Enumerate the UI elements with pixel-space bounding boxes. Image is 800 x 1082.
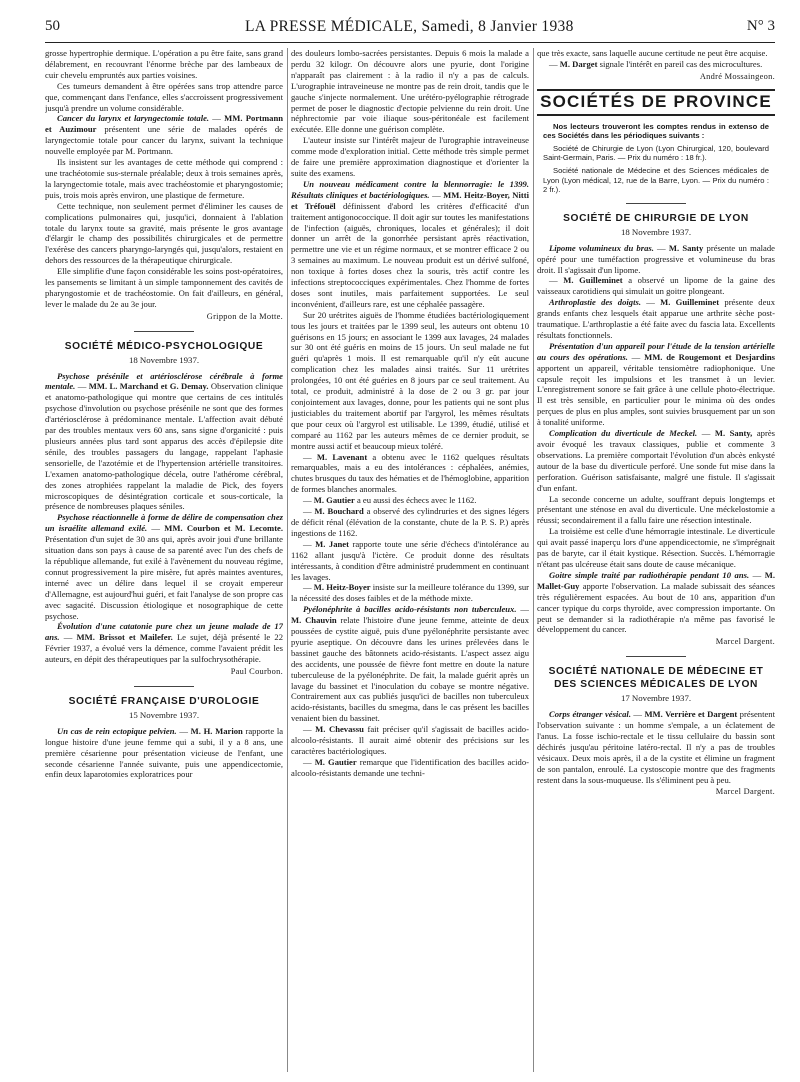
discussion-author: M. Heitz-Boyer	[313, 582, 371, 593]
article: Pyélonéphrite à bacilles acido-résistants non tuberculeux. — M. Chauvin relate l'histoire d'une jeune femme, atteinte de deux poussées de cystite aiguë, puis d'une pyélonéphrite persistante avec pyurie aseptique. On découvre dans les urines prélevées dans le bassinet gauche des bâtonnets acido-résistants. L'aspect assez aigu des accidents, une poussée de fièvre font mettre en doute la nature tuberculeuse de la pyélonéphrite. De fait, la malade guérit après un lavage du bassinet et l'inoculation du cobaye se montre négative. Contrairement aux cas publiés jusqu'ici de bacilles non tuberculeux acido-résistants, bacilles du smegma, dans le cas présent les bacilles venaient bien du bassinet.	[291, 604, 529, 724]
discussion-author: M. Gautier	[313, 495, 355, 506]
discussion-text: signale l'intérêt en pareil cas des microcultures.	[599, 58, 763, 69]
discussion: — M. Lavenant a obtenu avec le 1162 quelques résultats remarquables, mais a eu des intolérances : céphalées, anémies, chutes brusques du taux des hématies et de l'hémoglobine, apparition de formes blanches anormales.	[291, 451, 529, 495]
paragraph: Sur 20 urétrites aiguës de l'homme étudiées bactériologiquement tous les jours et traitées par le 1399 seul, les auteurs ont obtenu 10 guérisons en 15 jours; en associant le 1399 aux lavages, 24 malades sur 30 ont été guéris en moins de 15 jours. Un seul malade ne fut guéri qu'après 1 mois. Il est remarquable qu'il n'y eût aucune complication chez les malades ainsi traités. Sur 11 urétrites prolongées, 10 ont été guéries en 8 jours par ce seul traitement. Au total, ce produit, administré à la dose de 2 ou 3 gr. par jour conjointement aux lavages, donne, pour les patients qui ne sont plus justiciables du traitement abortif par l'argyrol, les mêmes résultats que pour ceux où l'argyrol est utilisable. Le 1399, étudié, utilisé et comparé au 1162 par les auteurs mêmes de ce dernier produit, se montre aussi actif et beaucoup mieux toléré.	[291, 309, 529, 451]
article-authors: MM. L. Marchand et G. Demay.	[88, 381, 209, 392]
discussion-text: a observé des cylindruries et des signes légers de déficit rénal (élévation de la constante, chute de la P. S. P.) après ingestions de 1162.	[291, 506, 529, 538]
section-date: 18 Novembre 1937.	[128, 354, 200, 365]
article: Un cas de rein ectopique pelvien. — M. H. Marion rapporte la longue histoire d'une jeune femme qui a subi, il y a 8 ans, une première césarienne pour présentation vicieuse de l'enfant, une seconde césarienne l'année suivante, puis une appendicectomie, enfin deux laparotomies exploratrices pour	[45, 725, 283, 780]
paragraph: Ces tumeurs demandent à être opérées sans trop attendre parce que, commençant dans l'enfance, elles s'accroissent progressivement jusqu'à prendre un volume considérable.	[45, 80, 283, 113]
notice-intro: Nos lecteurs trouveront les comptes rendus in extenso de ces Sociétés dans les périodiques suivants :	[543, 121, 769, 141]
article-text: Observation clinique et anatomo-pathologique qui montre que certains de ces intitulés psychose d'involution ou psychose présénile ne sont que des formes d'artériosclérose à prédominance mentale. L'affection avait débuté par des troubles mentaux vers 60 ans, sans signe d'organicité : puis plusieurs années plus tard sont apparus des accès d'épilepsie dite sénile, des troubles passagers du langage, rappelant l'aphasie sensorielle, de l'azotémie et de l'hypertension artérielle transitoires. L'examen anatomo-pathologique décela, outre l'athérome cérébral, des zones atrophiées rappelant la maladie de Pick, des foyers microscopiques de désintégration corticale et sous-corticale, la présence de nombreuses plaques séniles.	[45, 381, 283, 512]
article-text: apporte l'observation. La malade subissait des séances très régulièrement espacées. Au bout de 10 ans, apparition d'un cancer typique du corps thyroïde, avec compression importante. On peut se demander si la radiothérapie n'a même pas favorisé le développement du cancer.	[537, 580, 775, 635]
discussion: — M. Heitz-Boyer insiste sur la meilleure tolérance du 1399, sur la nécessité des doses faibles et de la méthode mixte.	[291, 582, 529, 604]
paragraph: La troisième est celle d'une hémorragie intestinale. Le diverticule qui avait passé inaperçu lors d'une appendicectomie, ne s'imprégnait pas de baryte, car il était kystique. Résection. Succès. L'hémorragie n'étant pas ulcéreuse était sans doute de cause mécanique.	[537, 526, 775, 569]
article-text: Présentation d'un sujet de 30 ans qui, après avoir joui d'une brillante situation dans son pays à cause de sa parenté avec l'un des chefs de la république allemande, fut exilé à l'avènement du nouveau régime, connut progressivement la pire misère, fut après maintes aventures, interné avec un délire dans lequel il se croyait empereur d'Allemagne, est aujourd'hui guéri, et fait l'analyse de son propre cas avec sagacité. Discussion étiologique et nosographique de cette psychose.	[45, 534, 283, 621]
section-title: SOCIÉTÉ MÉDICO-PSYCHOLOGIQUE	[64, 340, 264, 352]
article-heading: Cancer du larynx et laryngectomie totale.	[57, 113, 210, 124]
article: Goitre simple traité par radiothérapie pendant 10 ans. — M. Mallet-Guy apporte l'observation. La malade subissait des séances très régulièrement espacées. Au bout de 10 ans, apparition d'un cancer typique du corps thyroïde, avec compression importante. On peut se demander si la radiothérapie n'a même pas favorisé le développement du cancer.	[537, 569, 775, 635]
article: Corps étranger vésical. — MM. Verrière et Dargent présentent l'observation suivante : un homme s'empale, a un éclatement de l'anus. La fosse ischio-rectale et le tissu cellulaire du bassin sont déchirés jusqu'au péritoine latéro-rectal. Il n'y a pas de troubles vésicaux. Deux mois après, il a de la cystite et élimine un fragment de son pantalon, enroulé. La cystoscopie montre que des fragments restent dans la sous-muqueuse. Ils s'éliminent peu à peu.	[537, 709, 775, 785]
discussion-author: M. Bouchard	[314, 506, 364, 517]
paragraph: Cette technique, non seulement permet d'éliminer les causes de complications pulmonaires qui, jusqu'ici, donnaient à l'ablation totale du larynx toute sa gravité, mais présente le gros avantage d'élargir le champ des possibilités chirurgicales et de permettre l'exérèse des cancers pharyngo-laryngés qui, jusqu'alors, restaient en dehors des ressources de la thérapeutique chirurgicale.	[45, 200, 283, 266]
discussion-author: M. Lavenant	[316, 451, 368, 462]
paragraph: Ils insistent sur les avantages de cette méthode qui comprend : une trachéotomie sus-sternale préalable; deux à trois semaines après, la laryngectomie totale, mais avec trachéostomie et pharyngostomie; puis, trois mois après environ, une plastique de fermeture.	[45, 157, 283, 200]
page-header	[45, 18, 775, 43]
article-heading: Pyélonéphrite à bacilles acido-résistants non tuberculeux.	[303, 604, 517, 615]
paragraph: La seconde concerne un adulte, souffrant depuis longtemps et présentant une sténose en aval du diverticule. Une méckelostomie a réussi; secondairement il a fallu faire une résection intestinale.	[537, 493, 775, 526]
separator	[626, 656, 686, 657]
article-heading: Arthroplastie des doigts.	[549, 297, 641, 308]
separator	[626, 203, 686, 204]
section-date: 17 Novembre 1937.	[620, 693, 692, 704]
discussion-author: M. Darget	[559, 58, 598, 69]
discussion-author: M. Chevassu	[315, 724, 364, 735]
section-banner	[537, 89, 775, 116]
discussion: — M. Chevassu fait préciser qu'il s'agissait de bacilles acido-alcoolo-résistants. Il aurait aimé obtenir des précisions sur les caractères bactériologiques.	[291, 724, 529, 756]
article-heading: Corps étranger vésical.	[549, 709, 631, 720]
article: Un nouveau médicament contre la blennorragie: le 1399. Résultats cliniques et bactériologiques. — MM. Heitz-Boyer, Nitti et Tréfouël définissent d'abord les critères d'efficacité d'un traitement antigonococcique. Il doit agir sur toutes les manifestations de l'infection (aiguës, chroniques, locales et générales); il doit donner un arrêt de la gonorrhée persistant après réactivation, permettre une vie et un régime normaux, et se montrer efficace 2 ou 3 semaines au maximum. Le nouveau produit est un dérivé sulfoné, non toxique à fortes doses chez la souris, très actif contre les infections streptococciques expérimentales. Chez l'homme de fortes doses sont inutiles, mais parfaitement supportées. Le seul inconvénient, d'ailleurs rare, est une céphalée passagère.	[291, 178, 529, 309]
paragraph: Elle simplifie d'une façon considérable les soins post-opératoires, les pansements se limitant à un simple tamponnement des cavités de pharyngostomie et de trachéostomie. On fait d'ailleurs, en général, lever le malade du 2e au 3e jour.	[45, 266, 283, 309]
discussion: — M. Gautier remarque que l'identification des bacilles acido-alcoolo-résistants demande une techni-	[291, 756, 529, 778]
column-1	[45, 48, 283, 1074]
article: Évolution d'une catatonie pure chez un jeune malade de 17 ans. — MM. Brissot et Mailefer. Le sujet, déjà présenté le 22 Février 1937, a évolué vers la démence, comme l'avaient prédit les auteurs, en dépit des thérapeutiques par la sulfochrysothérapie.	[45, 621, 283, 665]
section-title: SOCIÉTÉ DE CHIRURGIE DE LYON	[563, 212, 749, 224]
discussion-text: fait préciser qu'il s'agissait de bacilles acido-alcoolo-résistants. Il aurait aimé obtenir des précisions sur les caractères bactériologiques.	[291, 724, 529, 756]
article-authors: MM. Portmann et Auzimour	[45, 113, 283, 135]
discussion: — M. Darget signale l'intérêt en pareil cas des microcultures.	[549, 58, 763, 69]
signature: André Mossaingeon.	[699, 71, 775, 81]
discussion-author: M. Gautier	[314, 756, 357, 767]
article: Présentation d'un appareil pour l'étude de la tension artérielle au cours des opérations. — MM. de Rougemont et Desjardins apportent un appareil, véritable tensiomètre radiophonique. Une capsule reçoit les impulsions et les transmet à un levier. L'enregistrement sonore se fait grâce à une cellule photo-électrique. Il est très sensible, en particulier pour le minima où des ondes perçues de plus en plus amples, sont suivies brusquement par un son à tonalité uniforme.	[537, 340, 775, 428]
periodicals-notice	[543, 122, 769, 195]
column-3	[537, 48, 775, 1074]
article-authors: M. Chauvin	[291, 615, 337, 626]
article-text: relate l'histoire d'une jeune femme, atteinte de deux poussées de cystite aiguë, puis d'une pyélonéphrite persistante avec pyurie aseptique. On découvre dans les urines prélevées dans le bassinet gauche des bâtonnets acido-résistants. L'aspect assez aigu des accidents, une poussée de fièvre font mettre en doute la nature tuberculeuse de la pyélonéphrite. De fait, la malade guérit après un lavage du bassinet et l'inoculation du cobaye se montre négative. Contrairement aux cas publiés jusqu'ici de bacilles non tuberculeux acido-résistants, bacilles du smegma, dans le cas présent les bacilles venaient bien du bassinet.	[291, 615, 529, 724]
paragraph: grosse hypertrophie dermique. L'opération a pu être faite, sans grand délabrement, en recouvrant l'énorme brèche par des lambeaux de cuir chevelu empruntés aux parties voisines.	[45, 48, 283, 80]
discussion-author: M. Janet	[315, 538, 349, 549]
column-rule	[287, 48, 288, 1072]
article-heading: Présentation d'un appareil pour l'étude de la tension artérielle au cours des opérations.	[537, 340, 775, 362]
discussion-author: M. Guilleminet	[563, 275, 623, 286]
discussion-text: remarque que l'identification des bacilles acido-alcoolo-résistants demande une techni-	[291, 756, 529, 778]
signature: Marcel Dargent.	[715, 787, 775, 797]
article-authors: MM. Brissot et Mailefer.	[76, 632, 173, 643]
article-heading: Un cas de rein ectopique pelvien.	[57, 725, 177, 736]
section-date: 18 Novembre 1937.	[620, 226, 692, 237]
article-authors: MM. Heitz-Boyer, Nitti et Tréfouël	[291, 189, 529, 211]
paragraph: que très exacte, sans laquelle aucune certitude ne peut être acquise.	[537, 48, 768, 58]
notice-reference: Société de Chirurgie de Lyon (Lyon Chirurgical, 120, boulevard Saint-Germain, Paris. — Prix du numéro : 18 fr.).	[543, 143, 769, 163]
article: Psychose présénile et artériosclérose cérébrale à forme mentale. — MM. L. Marchand et G. Demay. Observation clinique et anatomo-pathologique qui montre que certains de ces intitulés psychose d'involution ou psychose présénile ne sont que des formes d'artériosclérose à prédominance mentale. L'affection avait débuté par des troubles mentaux vers 60 ans, sans signe d'organicité : puis plusieurs années plus tard sont apparus des accès d'épilepsie dite sénile, des troubles passagers du langage, rappelant l'aphasie sensorielle, de l'azotémie et de l'hypertension artérielle transitoires. L'examen anatomo-pathologique décela, outre l'athérome cérébral, des zones atrophiées rappelant la maladie de Pick, des foyers microscopiques de désintégration corticale et sous-corticale, la présence de nombreuses plaques séniles.	[45, 370, 283, 512]
article-heading: Goitre simple traité par radiothérapie pendant 10 ans.	[549, 569, 750, 580]
article-authors: M. Santy	[668, 242, 704, 253]
article-text: Le sujet, déjà présenté le 22 Février 1937, a évolué vers la démence, comme l'avaient prédit les auteurs, en dépit des thérapeutiques par la sulfochrysothérapie.	[45, 632, 283, 665]
separator	[134, 331, 194, 332]
section-date: 15 Novembre 1937.	[128, 709, 200, 720]
journal-title: LA PRESSE MÉDICALE, Samedi, 8 Janvier 1938	[245, 18, 574, 35]
discussion: — M. Bouchard a observé des cylindruries et des signes légers de déficit rénal (élévation de la constante, chute de la P. S. P.) après ingestions de 1162.	[291, 506, 529, 538]
paragraph: L'auteur insiste sur l'intérêt majeur de l'urographie intraveineuse comme mode d'exploration initial. Cette méthode très simple permet de faire une première approximation diagnostique et d'orienter la suite des examens.	[291, 135, 529, 178]
article-text: présente deux grands enfants chez lesquels était apparue une arthrite sèche post-traumatique. L'arthroplastie a été faite avec du fascia lata. Excellents résultats fonctionnels.	[537, 297, 775, 340]
article-text: après avoir évoqué les travaux classiques, publie et commente 3 observations. La première comportait l'évolution d'un abcès enkysté autour de la base du diverticule perforé. Une sonde fut mise dans la perforation. Guérison satisfaisante, malgré une fistule. Il s'agissait d'un enfant.	[537, 428, 775, 493]
article: Arthroplastie des doigts. — M. Guilleminet présente deux grands enfants chez lesquels était apparue une arthrite sèche post-traumatique. L'arthroplastie a été faite avec du fascia lata. Excellents résultats fonctionnels.	[537, 297, 775, 340]
article-text: présentent une série de malades opérés de laryngectomie totale pour cancer du larynx, suivant la technique nouvelle employée par M. Portmann.	[45, 124, 283, 157]
article: Psychose réactionnelle à forme de délire de compensation chez un israélite allemand exilé. — MM. Courbon et M. Lecomte. Présentation d'un sujet de 30 ans qui, après avoir joui d'une brillante situation dans son pays à cause de sa parenté avec l'un des chefs de la république allemande, fut exilé à l'avènement du nouveau régime, connut progressivement la pire misère, fut après maintes aventures, interné avec un délire dans lequel il se croyait empereur d'Allemagne, est aujourd'hui guéri, et fait l'analyse de son propre cas avec sagacité. Discussion étiologique et nosographique de cette psychose.	[45, 512, 283, 621]
article-text: rapporte la longue histoire d'une jeune femme qui a subi, il y a 8 ans, une première césarienne pour présentation vicieuse de l'enfant, une seconde césarienne l'année suivante, puis une appendicectomie, enfin deux laparotomies exploratrices pour	[45, 725, 283, 780]
signature: Marcel Dargent.	[715, 637, 775, 647]
article-authors: M. Guilleminet	[660, 297, 720, 308]
column-rule	[533, 48, 534, 1072]
discussion-text: rapporte toute une série d'échecs d'intolérance au 1162 allant jusqu'à l'ictère. Ce produit donne des résultats intéressants, à condition d'être administré prudemment en continuant les lavages.	[291, 538, 529, 582]
notice-reference: Société nationale de Médecine et des Sciences médicales de Lyon (Lyon médical, 12, rue de la Barre, Lyon. — Prix du numéro : 2 fr.).	[543, 166, 769, 195]
article-heading: Complication du diverticule de Meckel.	[549, 428, 698, 439]
article-authors: M. H. Marion	[190, 725, 243, 736]
issue-number: N° 3	[746, 18, 775, 34]
article-heading: Évolution d'une catatonie pure chez un jeune malade de 17 ans.	[45, 621, 283, 643]
signature: Grippon de la Motte.	[206, 311, 283, 321]
article-authors: M. Santy,	[714, 428, 753, 439]
section-title: SOCIÉTÉ FRANÇAISE D'UROLOGIE	[68, 695, 260, 707]
signature: Paul Courbon.	[230, 667, 283, 677]
article-heading: Un nouveau médicament contre la blennorragie: le 1399. Résultats cliniques et bactériologiques.	[291, 178, 529, 200]
article-authors: MM. Courbon et M. Lecomte.	[164, 523, 283, 534]
article-heading: Psychose réactionnelle à forme de délire de compensation chez un israélite allemand exilé.	[45, 512, 283, 534]
discussion-text: a eu aussi des échecs avec le 1162.	[356, 495, 477, 506]
article-text: présentent l'observation suivante : un homme s'empale, a un éclatement de l'anus. La fosse ischio-rectale et le tissu cellulaire du bassin sont déchirés jusqu'au péritoine latéro-rectal. Il n'y a pas de troubles vésicaux. Deux mois après, il a de la cystite et élimine un fragment de son pantalon, enroulé. La cystoscopie montre que des fragments restent dans la sous-muqueuse. Ils s'éliminent peu à peu.	[537, 709, 775, 785]
discussion-text: a observé un lipome de la gaine des vaisseaux carotidiens qui simulait un goitre plongeant.	[537, 275, 775, 297]
discussion-text: a obtenu avec le 1162 quelques résultats remarquables, mais a eu des intolérances : céphalées, anémies, chutes brusques du taux des hématies et de l'hémoglobine, apparition de formes blanches anormales.	[291, 451, 529, 495]
article-text: apportent un appareil, véritable tensiomètre radiophonique. Une capsule reçoit les impulsions et les transmet à un levier. L'enregistrement sonore se fait grâce à une cellule photo-électrique. Il est très sensible, en particulier pour le minima où des ondes perçues de plus en plus amples, sont suivies brusquement par un son à tonalité uniforme.	[537, 362, 775, 428]
section-banner-title: SOCIÉTÉS DE PROVINCE	[540, 91, 772, 111]
discussion: — M. Gautier a eu aussi des échecs avec le 1162.	[303, 495, 477, 506]
article-authors: MM. de Rougemont et Desjardins	[644, 351, 775, 362]
section-title: SOCIÉTÉ NATIONALE DE MÉDECINE ET DES SCIENCES MÉDICALES DE LYON	[548, 666, 764, 691]
column-2	[291, 48, 529, 1074]
discussion: — M. Guilleminet a observé un lipome de la gaine des vaisseaux carotidiens qui simulait un goitre plongeant.	[537, 275, 775, 297]
article-larynx: Cancer du larynx et laryngectomie totale. — MM. Portmann et Auzimour présentent une série de malades opérés de laryngectomie totale pour cancer du larynx, suivant la technique nouvelle employée par M. Portmann.	[45, 113, 283, 157]
article-heading: Lipome volumineux du bras.	[549, 242, 654, 253]
paragraph: des douleurs lombo-sacrées persistantes. Depuis 6 mois la malade a perdu 32 kilogr. On découvre alors une pyurie, dont l'origine n'apparaît pas clairement : à la radio il n'y a pas de calculs. L'urographie intraveineuse ne montre pas de rein droit, tandis que le gauche s'injecte normalement. Une urétéro-pyélographie rétrograde permet de poser le diagnostic d'ectopie pelvienne du rein droit. Une néphrectomie par voie iliaque sous-péritonéale est facilement exécutée. Elle donne une guérison complète.	[291, 48, 529, 135]
discussion-text: insiste sur la meilleure tolérance du 1399, sur la nécessité des doses faibles et de la méthode mixte.	[291, 582, 529, 604]
separator	[134, 686, 194, 687]
article-authors: M. Mallet-Guy	[537, 569, 775, 591]
discussion: — M. Janet rapporte toute une série d'échecs d'intolérance au 1162 allant jusqu'à l'ictère. Ce produit donne des résultats intéressants, à condition d'être administré prudemment en continuant les lavages.	[291, 538, 529, 582]
article: Lipome volumineux du bras. — M. Santy présente un malade opéré pour une tuméfaction progressive et volumineuse du bras droit. Il s'agissait d'un lipome.	[537, 242, 775, 275]
article-heading: Psychose présénile et artériosclérose cérébrale à forme mentale.	[45, 370, 283, 392]
article-text: présente un malade opéré pour une tuméfaction progressive et volumineuse du bras droit. Il s'agissait d'un lipome.	[537, 242, 775, 275]
article-authors: MM. Verrière et Dargent	[644, 709, 738, 720]
article-text: définissent d'abord les critères d'efficacité d'un traitement antigonococcique. Il doit agir sur toutes les manifestations de l'infection (aiguës, chroniques, locales et générales); il doit donner un arrêt de la gonorrhée persistant après réactivation, permettre une vie et un régime normaux, et se montrer efficace 2 ou 3 semaines au maximum. Le nouveau produit est un dérivé sulfoné, non toxique à fortes doses chez la souris, très actif contre les infections streptococciques expérimentales. Chez l'homme de fortes doses sont inutiles, mais parfaitement supportées. Le seul inconvénient, d'ailleurs rare, est une céphalée passagère.	[291, 200, 529, 309]
article: Complication du diverticule de Meckel. — M. Santy, après avoir évoqué les travaux classiques, publie et commente 3 observations. La première comportait l'évolution d'un abcès enkysté autour de la base du diverticule perforé. Une sonde fut mise dans la perforation. Guérison satisfaisante, malgré une fistule. Il s'agissait d'un enfant.	[537, 428, 775, 493]
page-number: 50	[45, 18, 60, 34]
